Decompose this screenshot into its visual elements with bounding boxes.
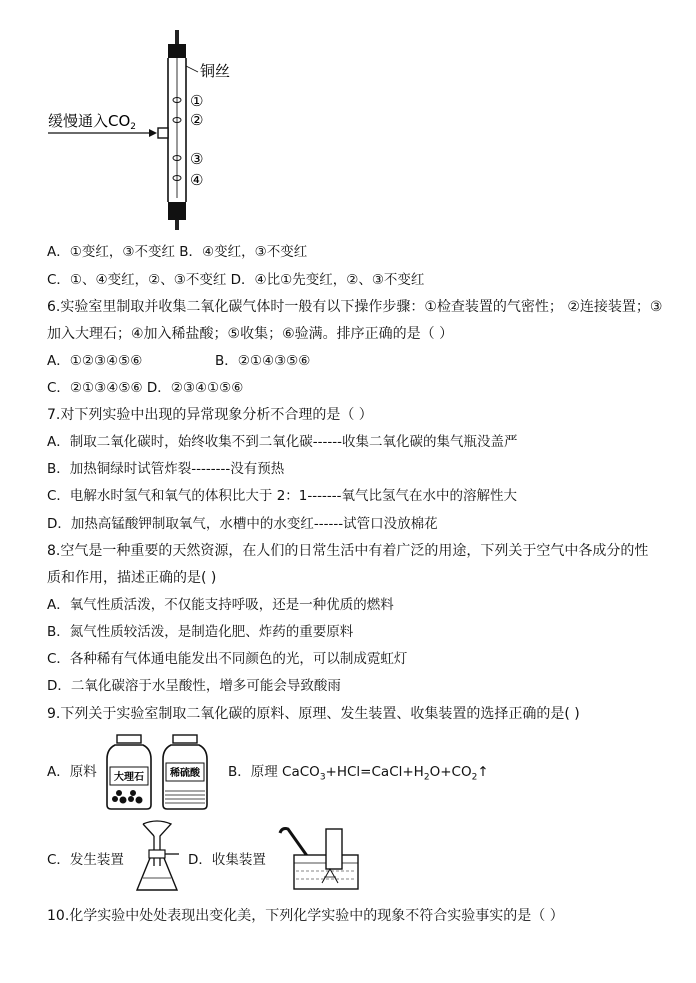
q6-option-a: A．①②③④⑤⑥ <box>47 353 143 369</box>
q8-stem-1: 8.空气是一种重要的天然资源，在人们的日常生活中有着广泛的用途，下列关于空气中各成分的性 <box>47 543 649 559</box>
q9-stem: 9.下列关于实验室制取二氧化碳的原料、原理、发生装置、收集装置的选择正确的是( ) <box>47 706 580 722</box>
bottle-label-marble: 大理石 <box>114 772 144 783</box>
q7-stem: 7.对下列实验中出现的异常现象分析不合理的是（ ） <box>47 407 373 423</box>
q8-option-b: B．氮气性质较活泼，是制造化肥、炸药的重要原料 <box>47 624 354 640</box>
q8-option-a: A．氧气性质活泼，不仅能支持呼吸，还是一种优质的燃料 <box>47 597 394 613</box>
q7-option-c: C．电解水时氢气和氧气的体积比大于 2：1-------氧气比氢气在水中的溶解性大 <box>47 488 517 504</box>
q9-option-c: C．发生装置 <box>47 852 124 868</box>
q5-options-ab: A．①变红，③不变红 B．④变红，③不变红 <box>47 244 308 260</box>
q10-stem: 10.化学实验中处处表现出变化美，下列化学实验中的现象不符合实验事实的是（ ） <box>47 908 564 924</box>
q7-option-d: D．加热高锰酸钾制取氧气，水槽中的水变红------试管口没放棉花 <box>47 516 438 532</box>
mark-4: ④ <box>190 171 204 189</box>
q9-option-d: D．收集装置 <box>188 852 266 868</box>
copper-wire-tube-figure <box>40 30 260 235</box>
q7-option-b: B．加热铜绿时试管炸裂--------没有预热 <box>47 461 285 477</box>
q8-stem-2: 质和作用，描述正确的是( ) <box>47 570 217 586</box>
q9-option-b: B．原理 $CaCO_3+HCl=CaCl+H_2O+CO_2↑$ <box>228 764 489 783</box>
co2-inlet-label: 缓慢通入$CO_2$ <box>48 112 137 132</box>
q5-options-cd: C．①、④变红，②、③不变红 D．④比①先变红，②、③不变红 <box>47 272 425 288</box>
q6-stem-1: 6.实验室里制取并收集二氧化碳气体时一般有以下操作步骤：①检查装置的气密性； ②连接装置；③ <box>47 299 663 315</box>
q8-option-d: D．二氧化碳溶于水呈酸性，增多可能会导致酸雨 <box>47 678 341 694</box>
reagent-bottles-figure <box>103 733 218 811</box>
q6-option-b: B．②①④③⑤⑥ <box>215 353 311 369</box>
mark-3: ③ <box>190 150 204 168</box>
q7-option-a: A．制取二氧化碳时，始终收集不到二氧化碳------收集二氧化碳的集气瓶没盖严 <box>47 434 518 450</box>
generation-apparatus-figure <box>133 820 183 895</box>
mark-2: ② <box>190 111 204 129</box>
q6-options-cd: C．②①③④⑤⑥ D．②③④①⑤⑥ <box>47 380 244 396</box>
bottle-label-acid: 稀硫酸 <box>170 768 200 779</box>
copper-wire-label: 铜丝 <box>200 62 231 80</box>
q9-option-a: A．原料 <box>47 764 97 780</box>
q8-option-c: C．各种稀有气体通电能发出不同颜色的光，可以制成霓虹灯 <box>47 651 408 667</box>
collection-apparatus-figure <box>278 825 362 893</box>
mark-1: ① <box>190 92 204 110</box>
q6-stem-2: 加入大理石；④加入稀盐酸；⑤收集；⑥验满。排序正确的是（ ） <box>47 326 454 342</box>
